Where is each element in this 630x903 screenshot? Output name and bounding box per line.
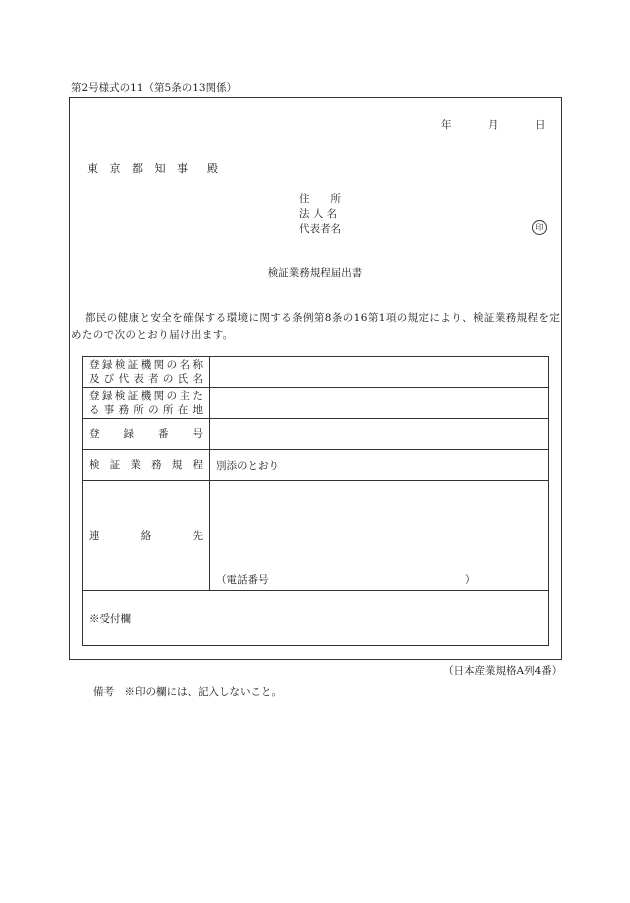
table-row [83, 450, 549, 481]
table-row [83, 419, 549, 450]
table-label-cell [83, 357, 210, 388]
table-row [83, 357, 549, 388]
table-label-line: 登録検証機関の名称 [89, 359, 203, 371]
table-label-line: 登録検証機関の主た [89, 390, 203, 402]
addressee: 東 京 都 知 事 殿 [87, 162, 222, 175]
corporation-name-label: 法 人 名 [299, 208, 338, 220]
table-label-line: 登録番号 [89, 428, 203, 440]
table-label-line: 検証業務規程 [89, 459, 203, 471]
application-table [82, 356, 549, 646]
phone-number-close: ） [465, 574, 476, 586]
table-label-cell [83, 388, 210, 419]
table-row [83, 481, 549, 591]
table-label-cell [83, 450, 210, 481]
phone-number-label: （電話番号 [216, 574, 269, 586]
rules-field[interactable]: 別添のとおり [210, 450, 549, 481]
table-label-line: る事務所の所在地 [89, 404, 203, 416]
registration-number-field[interactable] [210, 419, 549, 450]
representative-name-label: 代表者名 [299, 223, 341, 235]
document-title: 検証業務規程届出書 [267, 267, 363, 279]
paper-size-note: （日本産業規格A列4番） [443, 665, 563, 677]
table-label-line: 連絡先 [89, 529, 203, 542]
table-label-line: 及び代表者の氏名 [89, 373, 203, 385]
date-month-label: 月 [488, 119, 499, 131]
table-row [83, 591, 549, 646]
seal-mark: 印 [532, 220, 547, 235]
organization-name-field[interactable] [210, 357, 549, 388]
table-label-cell [83, 419, 210, 450]
table-label-cell [83, 481, 210, 591]
date-day-label: 日 [535, 119, 546, 131]
table-row [83, 388, 549, 419]
remarks-note: 備考 ※印の欄には、記入しないこと。 [93, 686, 282, 698]
receipt-field: ※受付欄 [83, 591, 549, 646]
date-year-label: 年 [441, 119, 452, 131]
office-address-field[interactable] [210, 388, 549, 419]
contact-field[interactable] [210, 481, 549, 591]
address-label: 住 所 [299, 193, 341, 205]
body-text: 都民の健康と安全を確保する環境に関する条例第8条の16第1項の規定により、検証業務規程を定めたので次のとおり届け出ます。 [71, 312, 561, 341]
phone-number-line [216, 572, 476, 587]
form-number: 第2号様式の11（第5条の13関係） [71, 82, 238, 94]
